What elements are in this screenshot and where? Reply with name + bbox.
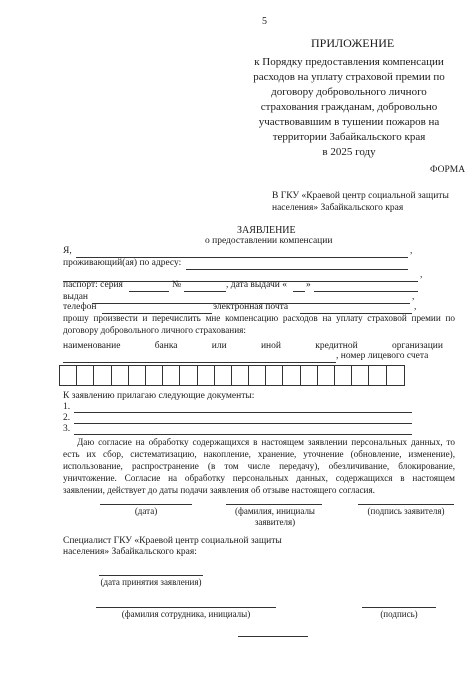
account-number-label: , номер лицевого счета	[336, 351, 429, 361]
issue-date-field[interactable]	[293, 291, 305, 292]
account-digit-cell[interactable]	[77, 366, 94, 385]
account-digit-cell[interactable]	[301, 366, 318, 385]
applicant-signature-line[interactable]	[358, 504, 454, 505]
appendix-text	[240, 55, 458, 160]
address-comma: ,	[420, 270, 423, 280]
addressee-line: населения» Забайкальского края	[272, 203, 404, 213]
attachment-number: 3.	[63, 424, 71, 434]
passport-number-label: №	[172, 280, 182, 290]
bank-name-field[interactable]	[63, 362, 336, 363]
date-line[interactable]	[100, 504, 192, 505]
account-digit-cell[interactable]	[112, 366, 129, 385]
appendix-line: территории Забайкальского края	[272, 131, 426, 143]
address-field[interactable]	[186, 269, 408, 270]
bank-word: наименование	[63, 341, 121, 351]
account-digit-cell[interactable]	[60, 366, 77, 385]
bank-word: кредитной	[315, 341, 358, 351]
bank-word: банка	[154, 341, 178, 351]
account-digit-cell[interactable]	[249, 366, 266, 385]
specialist-line-1: Специалист ГКУ «Краевой центр социальной защиты	[63, 536, 282, 546]
issue-date-label: , дата выдачи «	[226, 280, 287, 290]
closing-line	[238, 636, 308, 637]
attachment-number: 1.	[63, 402, 71, 412]
account-digit-cell[interactable]	[198, 366, 215, 385]
form-label: ФОРМА	[430, 165, 466, 175]
address-label: проживающий(ая) по адресу:	[63, 258, 182, 268]
appendix-line: расходов на уплату страховой премии по	[253, 71, 445, 83]
bank-word: или	[211, 341, 227, 351]
account-digit-cell[interactable]	[215, 366, 232, 385]
bank-word: иной	[260, 341, 281, 351]
employee-name-caption: (фамилия сотрудника, инициалы)	[121, 609, 251, 619]
account-digit-cell[interactable]	[369, 366, 386, 385]
phone-label: телефон	[63, 302, 97, 312]
acceptance-date-caption: (дата принятия заявления)	[100, 577, 202, 587]
applicant-name-caption-2: заявителя)	[254, 517, 296, 527]
issue-date-close: »	[306, 280, 311, 290]
appendix-line: участвовавшим в тушении пожаров на	[258, 116, 440, 128]
attachment-field[interactable]	[74, 434, 412, 435]
account-digit-cell[interactable]	[180, 366, 197, 385]
attachment-number: 2.	[63, 413, 71, 423]
applicant-signature-caption: (подпись заявителя)	[367, 506, 445, 516]
addressee-line: В ГКУ «Краевой центр социальной защиты	[272, 191, 449, 201]
bank-label-row	[63, 341, 443, 351]
appendix-line: к Порядку предоставления компенсации	[254, 56, 444, 68]
account-digit-cell[interactable]	[94, 366, 111, 385]
appendix-line: страхования гражданам, добровольно	[260, 101, 438, 113]
bank-word: организации	[391, 341, 443, 351]
applicant-name-line[interactable]	[226, 504, 322, 505]
applicant-name-caption: (фамилия, инициалы	[235, 506, 315, 516]
issued-by-comma: ,	[412, 292, 415, 302]
acceptance-date-line[interactable]	[99, 575, 203, 576]
appendix-line: договору добровольного личного	[271, 86, 427, 98]
attachment-field[interactable]	[74, 412, 412, 413]
name-comma: ,	[410, 246, 413, 256]
appendix-title: ПРИЛОЖЕНИЕ	[311, 36, 395, 50]
date-caption: (дата)	[134, 506, 158, 516]
email-label: электронная почта	[213, 302, 289, 312]
passport-series-label: паспорт: серия	[63, 280, 123, 290]
employee-signature-line[interactable]	[362, 607, 436, 608]
issue-date-field-rest[interactable]	[314, 291, 418, 292]
attachment-field[interactable]	[74, 423, 412, 424]
request-text: прошу произвести и перечислить мне компенсацию расходов на уплату страховой премии по договору добровольного личного страхования:	[63, 313, 455, 335]
account-digit-cell[interactable]	[387, 366, 404, 385]
employee-signature-caption: (подпись)	[380, 609, 418, 619]
passport-number-field[interactable]	[184, 291, 226, 292]
account-digit-cell[interactable]	[283, 366, 300, 385]
specialist-line-2: населения» Забайкальского края:	[63, 547, 197, 557]
employee-name-line[interactable]	[96, 607, 276, 608]
attachments-intro: К заявлению прилагаю следующие документы:	[63, 391, 255, 401]
addressee	[272, 190, 462, 214]
account-number-grid[interactable]	[59, 365, 405, 386]
account-digit-cell[interactable]	[266, 366, 283, 385]
issued-by-label: выдан	[63, 292, 89, 302]
statement-subtitle: о предоставлении компенсации	[205, 236, 333, 246]
account-digit-cell[interactable]	[318, 366, 335, 385]
account-digit-cell[interactable]	[335, 366, 352, 385]
account-digit-cell[interactable]	[352, 366, 369, 385]
statement-title: ЗАЯВЛЕНИЕ	[237, 225, 296, 236]
account-digit-cell[interactable]	[163, 366, 180, 385]
page-number: 5	[262, 16, 267, 27]
name-label: Я,	[63, 246, 72, 256]
email-comma: ,	[414, 302, 417, 312]
appendix-line: в 2025 году	[322, 146, 376, 158]
account-digit-cell[interactable]	[146, 366, 163, 385]
account-digit-cell[interactable]	[129, 366, 146, 385]
consent-text: Даю согласие на обработку содержащихся в настоящем заявлении персональных данных, то есть их сбор, систематизацию, накопление, хранение, уточнение (обновление, изменение), использование, распространение (в том числе передачу), обезличивание, блокирование, уничтожение. Согласие на обработку персональных данных, содержащихся в настоящем заявлении, действует до даты подачи заявления об отзыве настоящего согласия.	[63, 437, 455, 495]
passport-series-field[interactable]	[129, 291, 169, 292]
account-digit-cell[interactable]	[232, 366, 249, 385]
